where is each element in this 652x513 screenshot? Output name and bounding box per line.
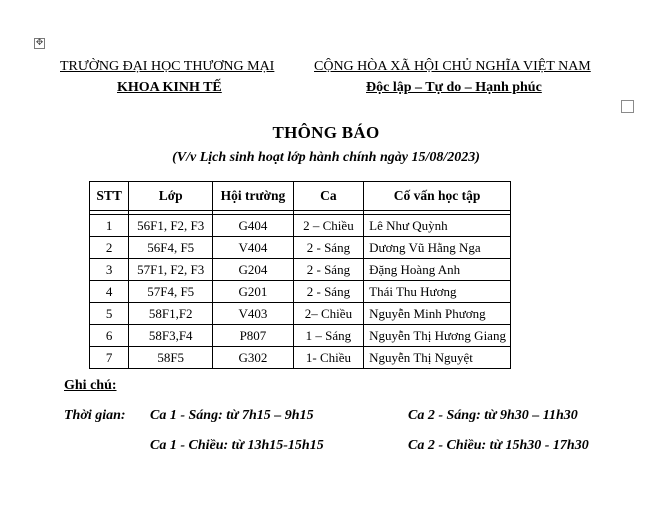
- table-row: [90, 259, 511, 281]
- cell-class: 56F4, F5: [129, 237, 213, 259]
- column-header-class: Lớp: [129, 182, 213, 211]
- document-title: THÔNG BÁO: [272, 123, 380, 142]
- cell-stt: 2: [90, 237, 129, 259]
- column-header-stt: STT: [90, 182, 129, 211]
- cell-hall: G404: [213, 215, 294, 237]
- cell-shift: 2 - Sáng: [293, 237, 363, 259]
- column-header-hall: Hội trường: [213, 182, 294, 211]
- cell-shift: 2 - Sáng: [293, 259, 363, 281]
- cell-advisor: Thái Thu Hương: [364, 281, 511, 303]
- cell-advisor: Nguyễn Thị Hương Giang: [364, 325, 511, 347]
- table-row: [90, 347, 511, 369]
- cell-stt: 5: [90, 303, 129, 325]
- table-resize-handle-icon[interactable]: [621, 100, 634, 113]
- cell-advisor: Dương Vũ Hằng Nga: [364, 237, 511, 259]
- table-row: [90, 281, 511, 303]
- column-header-shift: Ca: [293, 182, 363, 211]
- cell-shift: 2 – Chiều: [293, 215, 363, 237]
- cell-advisor: Lê Như Quỳnh: [364, 215, 511, 237]
- cell-advisor: Đặng Hoàng Anh: [364, 259, 511, 281]
- cell-advisor: Nguyễn Thị Nguyệt: [364, 347, 511, 369]
- table-row: [90, 303, 511, 325]
- time-label: Thời gian:: [64, 408, 126, 423]
- cell-hall: G201: [213, 281, 294, 303]
- table-header-row: [90, 182, 511, 211]
- cell-class: 57F1, F2, F3: [129, 259, 213, 281]
- national-title: CỘNG HÒA XÃ HỘI CHỦ NGHĨA VIỆT NAM: [314, 59, 591, 74]
- cell-class: 58F1,F2: [129, 303, 213, 325]
- cell-stt: 6: [90, 325, 129, 347]
- university-name: TRƯỜNG ĐẠI HỌC THƯƠNG MẠI: [60, 59, 275, 74]
- document-subtitle: (V/v Lịch sinh hoạt lớp hành chính ngày 15/08/2023): [172, 150, 480, 165]
- cell-class: 57F4, F5: [129, 281, 213, 303]
- table-move-handle-icon[interactable]: ✥: [35, 38, 44, 48]
- shift-2-afternoon: Ca 2 - Chiều: từ 15h30 - 17h30: [408, 438, 589, 453]
- cell-hall: V403: [213, 303, 294, 325]
- cell-hall: P807: [213, 325, 294, 347]
- shift-1-morning: Ca 1 - Sáng: từ 7h15 – 9h15: [150, 408, 314, 423]
- cell-hall: V404: [213, 237, 294, 259]
- cell-shift: 2– Chiều: [293, 303, 363, 325]
- shift-2-morning: Ca 2 - Sáng: từ 9h30 – 11h30: [408, 408, 578, 423]
- cell-stt: 4: [90, 281, 129, 303]
- table-row: [90, 215, 511, 237]
- cell-shift: 1- Chiều: [293, 347, 363, 369]
- shift-1-afternoon: Ca 1 - Chiều: từ 13h15-15h15: [150, 438, 324, 453]
- cell-stt: 3: [90, 259, 129, 281]
- cell-class: 56F1, F2, F3: [129, 215, 213, 237]
- table-row: [90, 237, 511, 259]
- cell-advisor: Nguyễn Minh Phương: [364, 303, 511, 325]
- column-header-advisor: Cố vấn học tập: [364, 182, 511, 211]
- cell-stt: 1: [90, 215, 129, 237]
- notes-label: Ghi chú:: [64, 378, 117, 393]
- cell-hall: G204: [213, 259, 294, 281]
- cell-shift: 1 – Sáng: [293, 325, 363, 347]
- table-row: [90, 325, 511, 347]
- cell-class: 58F5: [129, 347, 213, 369]
- cell-stt: 7: [90, 347, 129, 369]
- cell-hall: G302: [213, 347, 294, 369]
- national-motto: Độc lập – Tự do – Hạnh phúc: [366, 80, 542, 95]
- cell-class: 58F3,F4: [129, 325, 213, 347]
- faculty-name: KHOA KINH TẾ: [117, 80, 222, 95]
- schedule-table: [89, 181, 511, 369]
- cell-shift: 2 - Sáng: [293, 281, 363, 303]
